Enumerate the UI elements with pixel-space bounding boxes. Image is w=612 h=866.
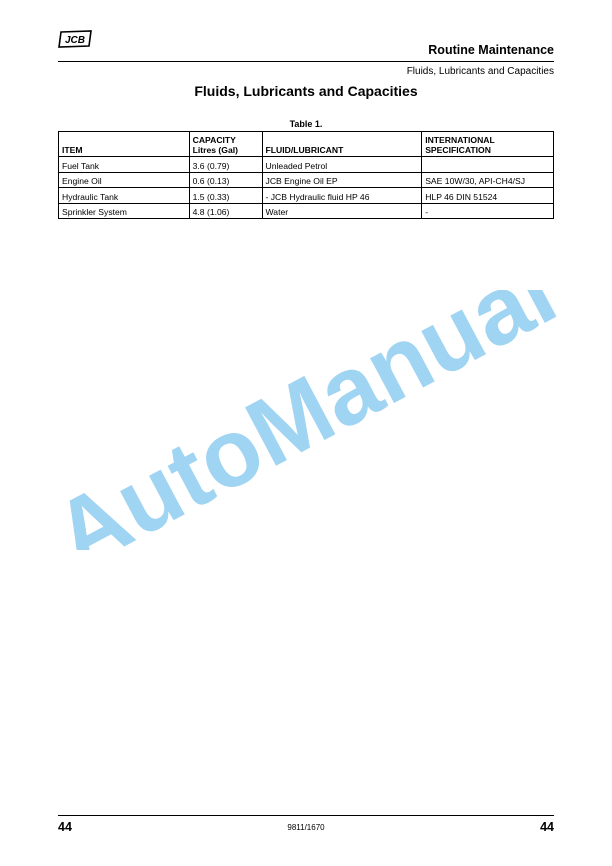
cell-capacity: 3.6 (0.79)	[189, 157, 262, 173]
page-title: Fluids, Lubricants and Capacities	[194, 83, 418, 99]
cell-spec: HLP 46 DIN 51524	[422, 188, 554, 204]
subsection-title: Fluids, Lubricants and Capacities	[406, 66, 554, 77]
cell-fluid: - JCB Hydraulic fluid HP 46	[262, 188, 422, 204]
page-number-right: 44	[540, 820, 554, 834]
table-row	[59, 172, 554, 188]
watermark	[58, 290, 558, 550]
table-row	[59, 157, 554, 173]
header-capacity: CAPACITY Litres (Gal)	[189, 132, 262, 157]
document-code: 9811/1670	[287, 823, 325, 832]
header-specification: INTERNATIONAL SPECIFICATION	[422, 132, 554, 157]
cell-spec: -	[422, 203, 554, 219]
cell-item: Fuel Tank	[59, 157, 190, 173]
page-number-left: 44	[58, 820, 72, 834]
cell-capacity: 4.8 (1.06)	[189, 203, 262, 219]
cell-capacity: 1.5 (0.33)	[189, 188, 262, 204]
table-row	[59, 188, 554, 204]
header-fluid: FLUID/LUBRICANT	[262, 132, 422, 157]
section-title: Routine Maintenance	[428, 43, 554, 57]
cell-fluid: Water	[262, 203, 422, 219]
cell-item: Engine Oil	[59, 172, 190, 188]
table-header-row	[59, 132, 554, 157]
cell-capacity: 0.6 (0.13)	[189, 172, 262, 188]
cell-item: Hydraulic Tank	[59, 188, 190, 204]
table-caption: Table 1.	[289, 119, 323, 129]
cell-fluid: Unleaded Petrol	[262, 157, 422, 173]
header-divider	[58, 61, 554, 62]
cell-spec: SAE 10W/30, API-CH4/SJ	[422, 172, 554, 188]
logo-text: JCB	[64, 35, 86, 46]
jcb-logo	[58, 30, 92, 48]
fluids-table	[58, 131, 554, 219]
watermark-text: AutoManual	[58, 290, 558, 550]
table-row	[59, 203, 554, 219]
footer-divider	[58, 815, 554, 816]
header-item: ITEM	[59, 132, 190, 157]
cell-item: Sprinkler System	[59, 203, 190, 219]
cell-fluid: JCB Engine Oil EP	[262, 172, 422, 188]
cell-spec	[422, 157, 554, 173]
